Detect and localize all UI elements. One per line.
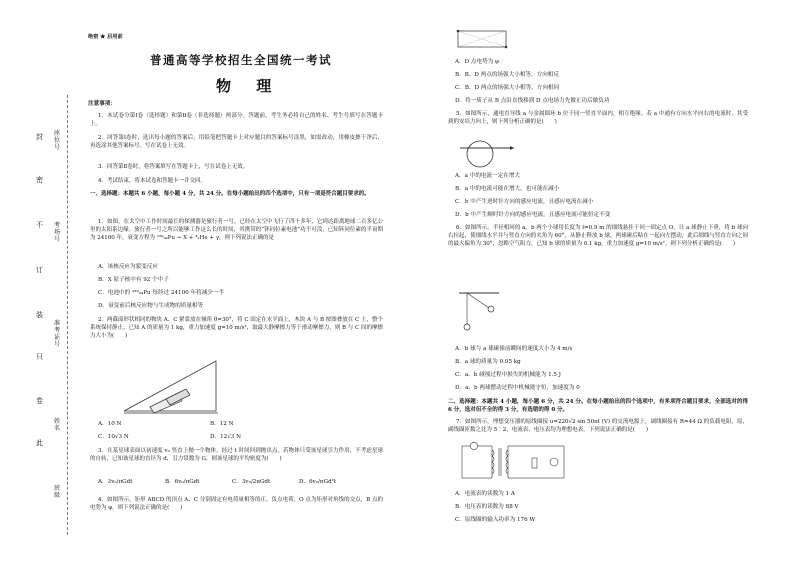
q5-stem: 5．如图所示，通电直导线 a 与金属圆环 b 位于同一竖直平面内，相互绝缘。若 a 中通有方向水平向右的电流时，其受到的安培力向上，则下列分析正确的是( ) <box>448 111 748 126</box>
notice-item: 4．考试结束，将本试卷和答题卡一并交回。 <box>98 178 207 184</box>
q3-option-b: B．6v₀/πGdt <box>165 479 200 485</box>
q2-option-a: A．10 N <box>98 421 122 427</box>
q3-option-c: C．3v₀/2πGdt <box>232 479 271 485</box>
q6-option-c: C．a、b 碰撞过程中损失的机械能为 1.5 J <box>455 372 561 378</box>
seal-char: 不 <box>36 221 43 229</box>
field-label-exam-id: 准考证号 <box>53 320 60 348</box>
q4-stem: 4．如图所示，矩形 ABCD 的顶点 A、C 分别固定有电荷量相等的正、负点电荷，O 点为矩形对角线的交点，B 点的电势为 φ，则下列说法正确的是( ) <box>90 497 383 512</box>
seal-char: 此 <box>36 439 43 447</box>
seal-char: 封 <box>36 133 43 141</box>
exam-title: 普通高等学校招生全国统一考试 <box>150 53 332 67</box>
q5-option-c: C．b 中产生逆时针方向的感应电流，且感应电流在减小 <box>455 199 594 205</box>
notice-item: 1．本试卷分第Ⅰ卷（选择题）和第Ⅱ卷（非选择题）两部分。答题前，考生务必将自己的姓名、考生号填写在答题卡上。 <box>90 113 383 128</box>
q2-option-c: C．10√3 N <box>98 434 129 440</box>
q4-option-b: B．B、D 两点的场强大小相等，方向相反 <box>455 72 559 78</box>
q6-option-d: D．a、b 两球摆动过程中机械能守恒，加速度为 0 <box>455 385 580 391</box>
seal-char: 密 <box>36 176 43 184</box>
seal-char: 只 <box>36 353 43 361</box>
q1-option-c: C．电池中的 ²³⁹₉₄Pu 每经过 24100 年将减少一半 <box>98 290 225 296</box>
field-label-class: 班级 <box>53 485 60 499</box>
field-label-seat: 座位号 <box>53 130 60 151</box>
q7-option-c: C．原线圈的输入功率为 176 W <box>455 517 536 523</box>
q5-wire-ring-figure <box>458 138 518 170</box>
q6-pendulum-figure <box>455 290 505 336</box>
q3-option-a: A．3v₀/πGdt <box>98 479 133 485</box>
q6-stem: 6．如图所示，半径相同的 a、b 两个小球用长度为 l=0.9 m 的细线悬挂于同一固定点 O，让 a 球静止下垂，将 b 球向右拉起，使细线水平并与竖直方向的夹角为 60°，从静止释放 b 球，两球碰后粘在一起向左摆动，此后细线与竖直方向之间的最大偏角为 30°，忽略空气阻力，已知 b 球的质量为 0.1 kg，重力加速度 g=10 m/s²。则下列分析正确的是( ) <box>448 225 748 248</box>
section2-heading: 二、选择题：本题共 4 小题，每小题 6 分，共 24 分。在每小题给出的四个选项中，有多项符合题目要求，全部选对的得 6 分，选对但不全的得 3 分，有选错的得 0 分。 <box>448 399 748 414</box>
seal-char: 装 <box>36 311 43 319</box>
q1-option-b: B．X 原子核中有 92 个中子 <box>98 277 169 283</box>
seal-char: 订 <box>36 266 43 274</box>
q1-stem: 1．如图，在太空中工作时间最长的探测器是旅行者一号，已经在太空中飞行了四十多年，它到达距离地球二百多亿公里的太阳系边缘。旅行者一号之所以能够工作这么长的时间，其携带的“钚同位素电池”功不可没，已知钚同位素的半衰期为 24100 年，衰变方程为 ²³⁹₉₄Pu → X + ⁴₂He + γ，则下列说法正确的是 <box>90 219 383 242</box>
notice-item: 3．回答第Ⅱ卷时，将答案填写在答题卡上，写在试卷上无效。 <box>98 164 249 170</box>
seal-char: 卷 <box>36 397 43 405</box>
q7-transformer-figure <box>458 440 570 484</box>
q3-stem: 3．在某星球表面以初速度 v₀ 竖直上抛一个物体，经过 t 时间回到抛出点。若物体只受该星球引力作用，不考虑星球的自转，已知该星球的直径为 d，引力常数为 G，则该星球的平均密度为( ) <box>90 448 383 463</box>
q1-option-a: A．该核反应为裂变反应 <box>98 264 158 270</box>
q1-option-d: D．衰变前后核反应物与生成物的质量相等 <box>98 303 204 309</box>
q2-stem: 2．两截面形状相同的物块 A、C 紧靠放在倾角 θ=30°，将 C 固定在水平面上，木块 A 与 B 按图叠放在 C 上，整个系统保持静止。已知 A 的质量为 1 kg，重力加速度 g=10 m/s²，取最大静摩擦力等于滑动摩擦力，则 B 与 C 间的摩擦力大小为( ) <box>90 317 384 340</box>
q2-option-b: B．12 N <box>210 421 234 427</box>
q4-rectangle-figure <box>455 28 509 50</box>
field-label-room: 考场号 <box>53 222 60 243</box>
q2-incline-figure <box>120 355 220 415</box>
q5-option-b: B．a 中的电流可能在增大，也可能在减小 <box>455 186 560 192</box>
q7-stem: 7．如图所示，理想变压器的原线圈接 u=220√2 sin 50πt (V) 的交流电源上，副线圈接有 R=44 Ω 的负载电阻，原、副线圈匝数之比为 5∶2，电流表、电压表均为理想电表。下列说法正确的是( ) <box>448 419 748 434</box>
q7-option-a: A．电流表的读数为 1 A <box>455 491 515 497</box>
binding-dashed-line <box>67 95 68 535</box>
q6-option-a: A．b 球与 a 球碰撞前瞬间的速度大小为 4 m/s <box>455 346 573 352</box>
q5-option-a: A．a 中的电流一定在增大 <box>455 173 521 179</box>
section1-heading: 一、选择题：本题共 6 小题，每小题 4 分，共 24 分。在每小题给出的四个选项中，只有一项是符合题目要求的。 <box>90 191 370 197</box>
subject-title: 物 理 <box>216 77 282 95</box>
notice-item: 2．回答第Ⅰ卷时，选出每小题的答案后，用铅笔把答题卡上对应题目的答案标号涂黑，如需改动，用橡皮擦干净后，再选涂其他答案标号。写在试卷上无效。 <box>90 135 383 150</box>
q4-option-d: D．将一质子从 B 点沿直线移到 D 点电场力先做正功后做负功 <box>455 98 610 104</box>
field-label-name: 姓名 <box>53 418 60 432</box>
q2-option-d: D．12√3 N <box>210 434 241 440</box>
q5-option-d: D．b 中产生顺时针方向的感应电流，且感应电流可能恒定不变 <box>455 212 611 218</box>
secret-label: 绝密 ★ 启用前 <box>88 34 123 40</box>
notice-heading: 注意事项： <box>88 101 116 107</box>
q4-option-a: A．D 点电势为 φ <box>455 59 499 65</box>
q4-option-c: C．B、D 两点的场强大小相等，方向相同 <box>455 85 560 91</box>
q7-option-b: B．电压表的读数为 88 V <box>455 504 519 510</box>
q3-option-d: D．6v₀/πGd²t <box>299 479 337 485</box>
q6-option-b: B．a 球的质量为 0.05 kg <box>455 359 521 365</box>
